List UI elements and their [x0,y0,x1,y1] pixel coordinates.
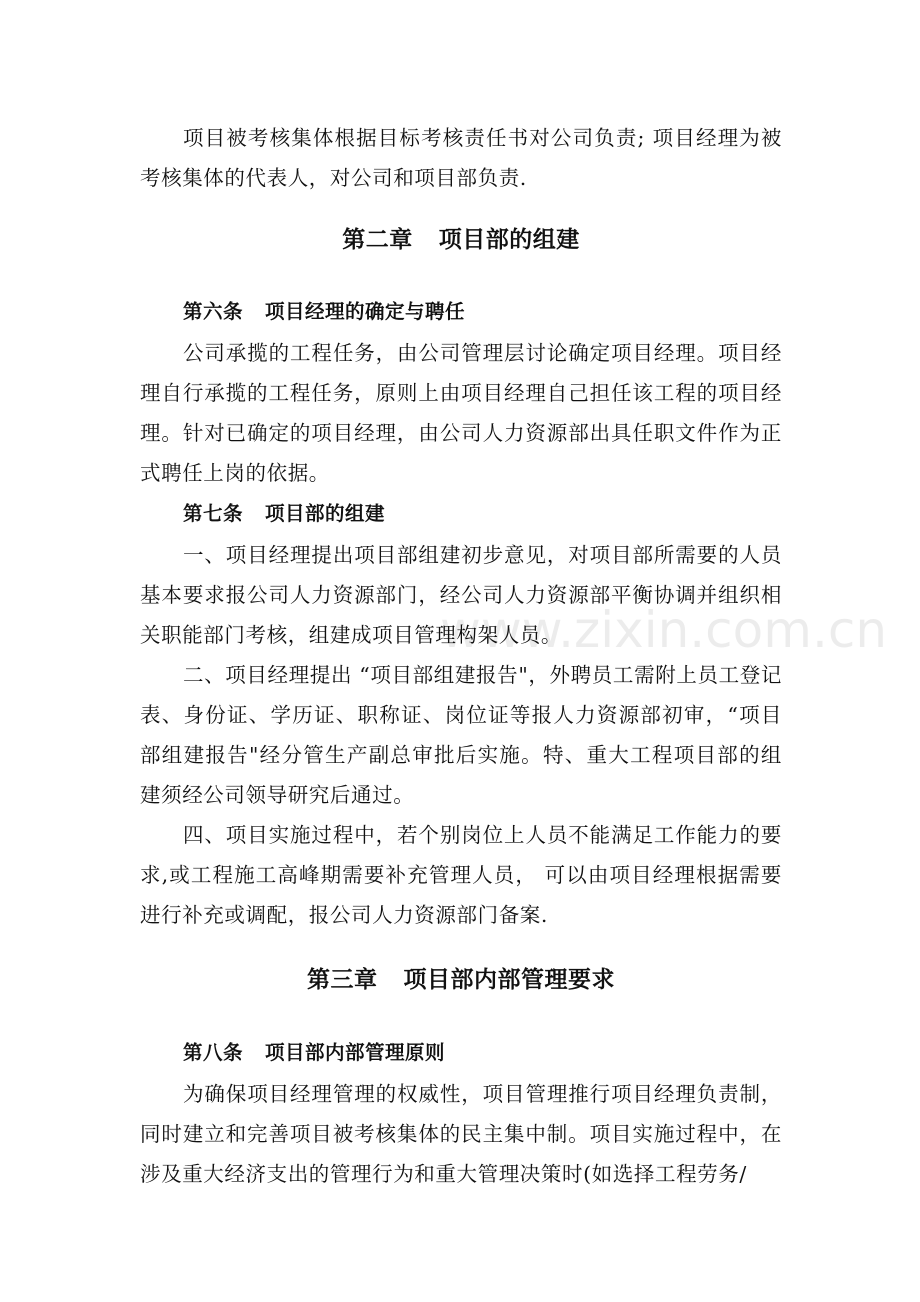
paragraph-article-7-item-2: 二、项目经理提出 “项目部组建报告"，外聘员工需附上员工登记表、身份证、学历证、职称证、岗位证等报人力资源部初审，“项目部组建报告"经分管生产副总审批后实施。特、重大工程项目部的组建须经公司领导研究后通过。 [140,663,782,807]
article-number: 第六条 [183,300,244,323]
chapter-number: 第三章 [307,967,378,993]
paragraph-article-8: 为确保项目经理管理的权威性，项目管理推行项目经理负责制，同时建立和完善项目被考核集体的民主集中制。项目实施过程中，在涉及重大经济支出的管理行为和重大管理决策时(如选择工程劳务/ [140,1082,782,1186]
watermark: www.zixin.com.cn [440,601,888,659]
chapter-heading-3 [140,960,782,1000]
paragraph-assessment-responsibility: 项目被考核集体根据目标考核责任书对公司负责; 项目经理为被考核集体的代表人，对公司和项目部负责. [140,126,782,190]
article-heading-7 [140,494,782,534]
article-title: 项目部内部管理原则 [265,1041,446,1064]
paragraph-article-6: 公司承揽的工程任务，由公司管理层讨论确定项目经理。项目经理自行承揽的工程任务，原则上由项目经理自己担任该工程的项目经理。针对已确定的项目经理，由公司人力资源部出具任职文件作为正式聘任上岗的依据。 [140,341,782,485]
paragraph-article-7-item-1: 一、项目经理提出项目部组建初步意见，对项目部所需要的人员基本要求报公司人力资源部门，经公司人力资源部平衡协调并组织相关职能部门考核，组建成项目管理构架人员。 [140,543,782,647]
article-heading-6 [140,292,782,332]
chapter-title: 项目部内部管理要求 [403,967,615,993]
article-heading-8 [140,1033,782,1073]
article-number: 第七条 [183,502,244,525]
paragraph-article-7-item-4: 四、项目实施过程中，若个别岗位上人员不能满足工作能力的要求,或工程施工高峰期需要补充管理人员， 可以由项目经理根据需要进行补充或调配，报公司人力资源部门备案. [140,823,782,927]
chapter-number: 第二章 [342,227,413,253]
article-title: 项目部的组建 [265,502,386,525]
chapter-heading-2 [140,220,782,260]
article-number: 第八条 [183,1041,244,1064]
chapter-title: 项目部的组建 [438,227,580,253]
article-title: 项目经理的确定与聘任 [265,300,466,323]
